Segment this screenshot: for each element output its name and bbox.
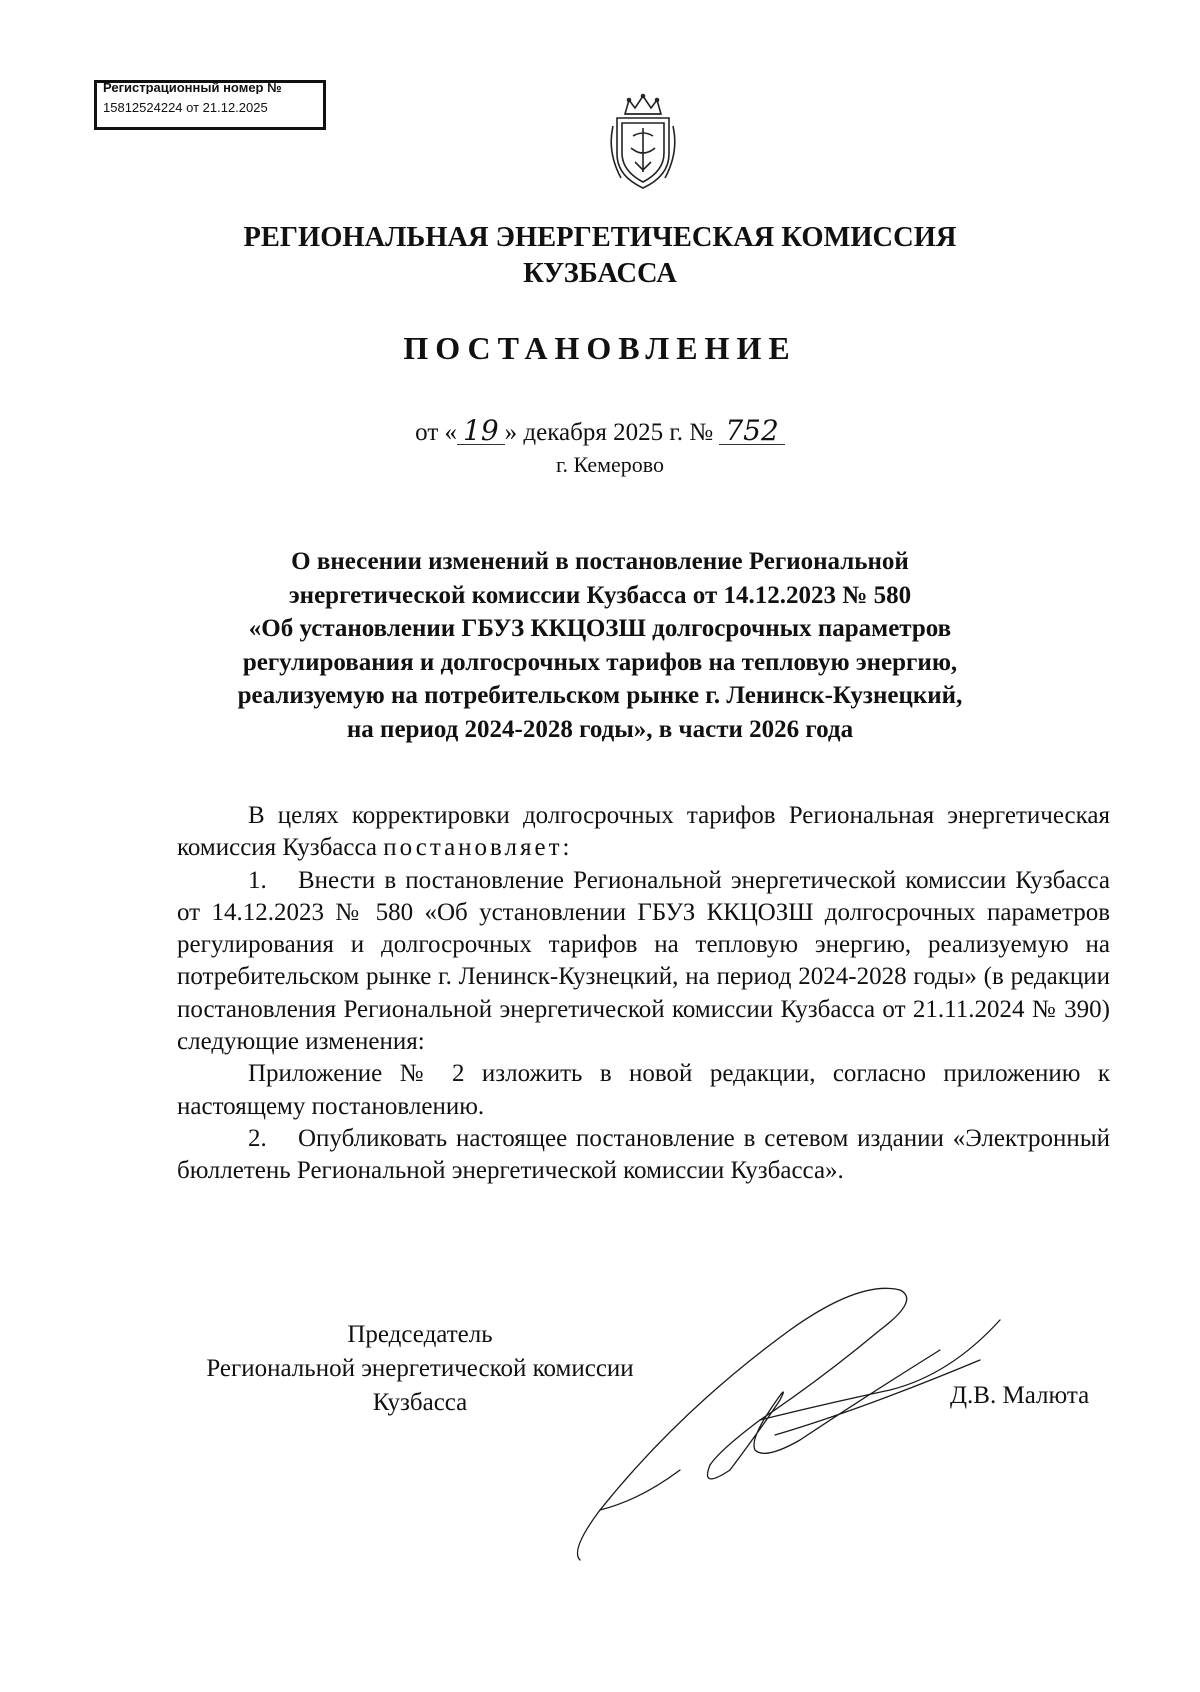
document-title (200, 545, 1000, 746)
organization-name (0, 220, 1200, 292)
date-prefix: от « (415, 419, 458, 446)
title-line: «Об установлении ГБУЗ ККЦОЗШ долгосрочных параметров (248, 615, 952, 642)
registration-stamp (94, 80, 326, 130)
item-2-paragraph (177, 1123, 1110, 1188)
signer-position-line1: Председатель (347, 1321, 493, 1348)
signer-position-line3: Кузбасса (372, 1389, 468, 1416)
item-1-number: 1. (248, 866, 267, 894)
title-line: на период 2024-2028 годы», в части 2026 года (346, 715, 854, 743)
item-2-text: Опубликовать настоящее постановление в сетевом издании «Электронный бюллетень Региональной энергетической комиссии Кузбасса». (177, 1124, 1110, 1185)
item-1-paragraph (177, 865, 1110, 1059)
handwritten-number: 752 (719, 418, 784, 445)
title-line: регулирования и долгосрочных тарифов на тепловую энергию, (242, 648, 958, 676)
intro-text: В целях корректировки долгосрочных тарифов Региональная энергетическая комиссия Кузбасса (177, 802, 1110, 862)
intro-paragraph (177, 800, 1110, 865)
document-type: ПОСТАНОВЛЕНИЕ (403, 330, 797, 366)
registration-stamp-label: Регистрационный номер № (103, 80, 282, 94)
signer-position-line2: Региональной энергетической комиссии (206, 1355, 634, 1382)
title-line: О внесении изменений в постановление Региональной (291, 548, 909, 575)
title-line: реализуемую на потребительском рынке г. Ленинск-Кузнецкий, (237, 682, 963, 709)
kuzbass-coat-of-arms-icon (603, 92, 683, 192)
date-middle: » декабря 2025 г. № (504, 419, 714, 446)
document-date-line (0, 414, 1200, 448)
item-1-sub-paragraph: Приложение № 2 изложить в новой редакции, согласно приложению к настоящему постановлению. (177, 1060, 1110, 1120)
organization-name-line2: КУЗБАССА (523, 258, 677, 289)
handwritten-signature (560, 1270, 1020, 1580)
organization-name-line1: РЕГИОНАЛЬНАЯ ЭНЕРГЕТИЧЕСКАЯ КОМИССИЯ (243, 222, 957, 253)
signer-name: Д.В. Малюта (950, 1382, 1090, 1409)
item-1-text: Внести в постановление Региональной энергетической комиссии Кузбасса от 14.12.2023 № 580 «Об установлении ГБУЗ ККЦОЗШ долгосрочных параметров регулирования и долгосрочных тарифов на тепловую энергию, реализуемую на потребительском рынке г. Ленинск-Кузнецкий, на период 2024-2028 годы» (в редакции постановления Региональной энергетической комиссии Кузбасса от 21.11.2024 № 390) следующие изменения: (177, 866, 1110, 1056)
title-line: энергетической комиссии Кузбасса от 14.12.2023 № 580 (288, 581, 912, 609)
intro-verb: постановляет: (383, 834, 573, 862)
handwritten-day: 19 (457, 418, 505, 445)
document-body (177, 800, 1110, 1188)
registration-stamp-number: 15812524224 от 21.12.2025 (103, 100, 268, 115)
item-2-number: 2. (248, 1124, 267, 1152)
document-city: г. Кемерово (555, 452, 665, 477)
